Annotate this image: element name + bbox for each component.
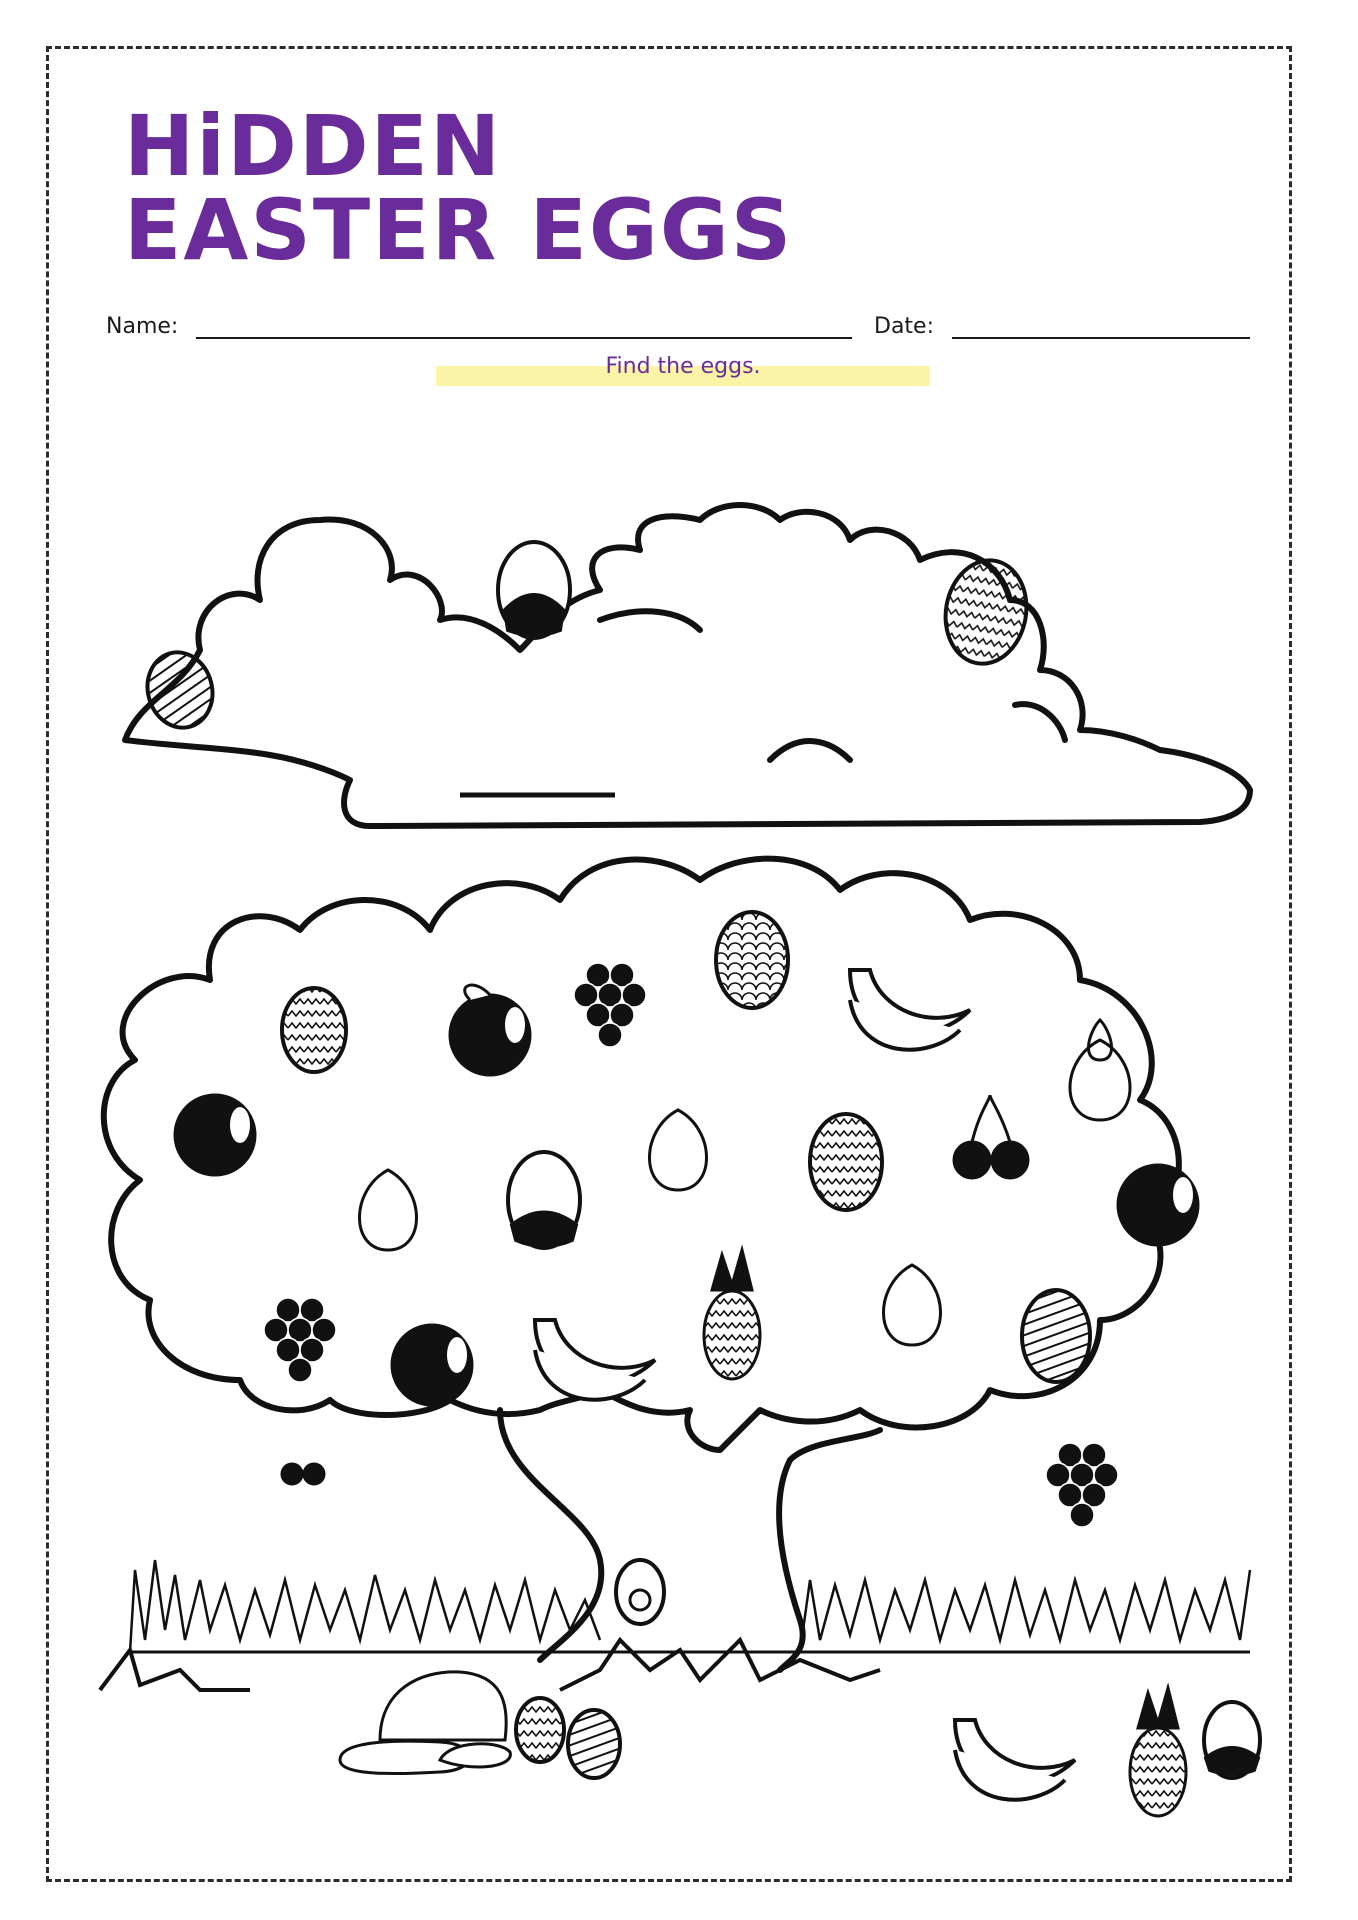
- instruction-text: Find the eggs.: [605, 354, 761, 379]
- date-label: Date:: [874, 314, 934, 339]
- grass: [100, 1560, 1250, 1690]
- name-label: Name:: [106, 314, 179, 339]
- title-line-2: EASTER EGGS: [124, 181, 794, 279]
- title-line-1: HiDDEN: [124, 97, 503, 195]
- rocks: [340, 1672, 510, 1774]
- cloud: [125, 505, 1250, 826]
